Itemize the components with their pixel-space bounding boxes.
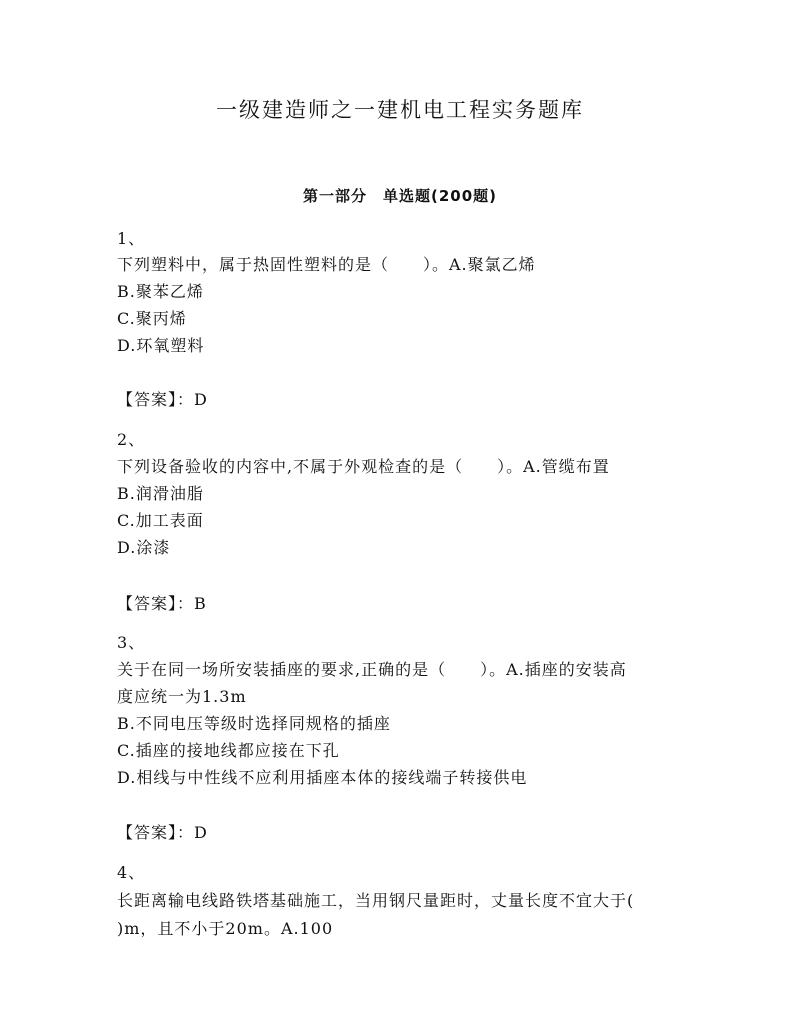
question-number: 1、 <box>117 229 146 248</box>
document-title: 一级建造师之一建机电工程实务题库 <box>216 98 584 122</box>
question-number: 4、 <box>117 863 146 882</box>
answer-key: 【答案】：D <box>117 390 208 409</box>
question-stem: )m，且不小于20m。A.100 <box>117 919 334 938</box>
answer-key: 【答案】：B <box>117 594 207 613</box>
question-stem: 关于在同一场所安装插座的要求,正确的是（ ）。A.插座的安装高 <box>117 660 627 679</box>
answer-option: B.不同电压等级时选择同规格的插座 <box>117 714 391 733</box>
answer-option: D.环氧塑料 <box>117 336 205 355</box>
answer-option: B.润滑油脂 <box>117 484 204 503</box>
question-stem: 下列设备验收的内容中,不属于外观检查的是（ ）。A.管缆布置 <box>117 457 610 476</box>
question-stem: 长距离输电线路铁塔基础施工，当用钢尺量距时，丈量长度不宜大于( <box>117 891 635 910</box>
question-stem: 度应统一为1.3m <box>117 687 247 706</box>
answer-option: C.聚丙烯 <box>117 309 187 328</box>
answer-option: C.插座的接地线都应接在下孔 <box>117 741 340 760</box>
question-stem: 下列塑料中，属于热固性塑料的是（ ）。A.聚氯乙烯 <box>117 255 536 274</box>
question-number: 3、 <box>117 633 146 652</box>
answer-option: D.相线与中性线不应利用插座本体的接线端子转接供电 <box>117 768 528 787</box>
answer-option: D.涂漆 <box>117 538 171 557</box>
answer-option: C.加工表面 <box>117 511 204 530</box>
question-number: 2、 <box>117 430 146 449</box>
answer-key: 【答案】：D <box>117 823 208 842</box>
section-title: 第一部分 单选题(200题) <box>302 187 498 205</box>
answer-option: B.聚苯乙烯 <box>117 282 204 301</box>
